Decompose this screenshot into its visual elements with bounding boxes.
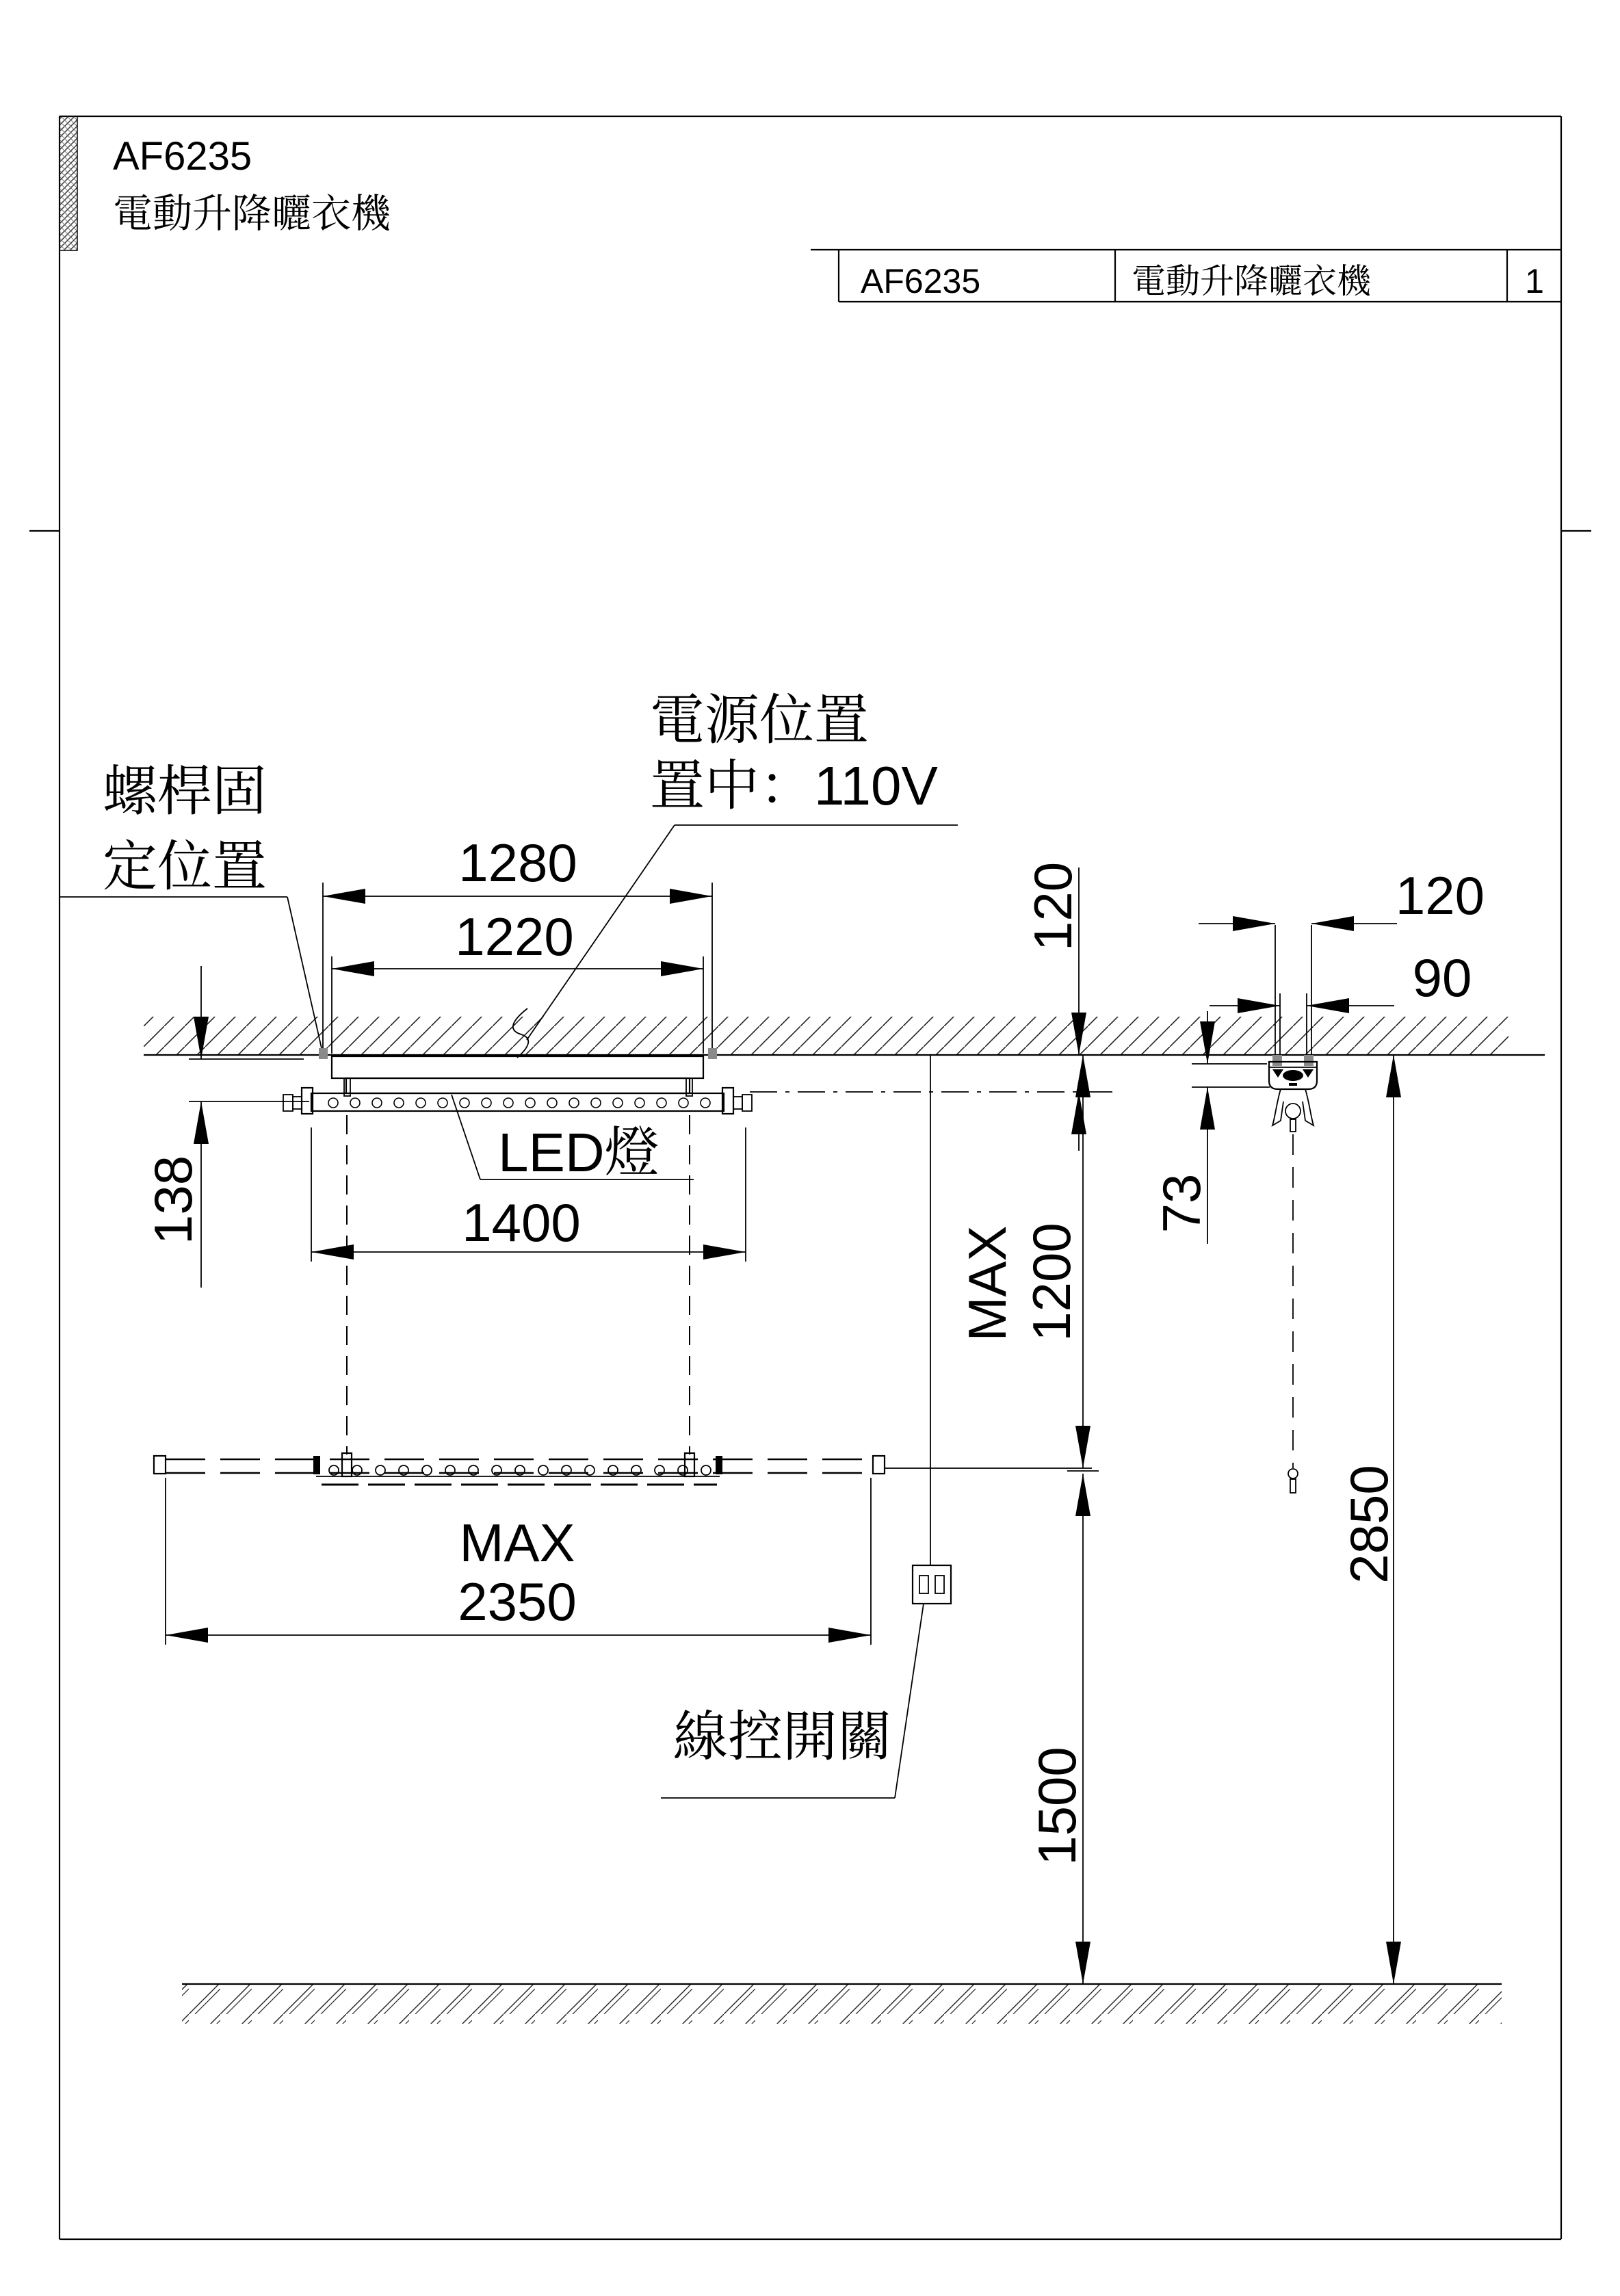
screw-anchor-right bbox=[708, 1048, 717, 1059]
mount-plate bbox=[332, 1056, 703, 1078]
dim-120-horizontal bbox=[1199, 865, 1485, 931]
screw-anchor-left bbox=[319, 1048, 328, 1059]
dim-138 bbox=[143, 966, 309, 1288]
hook-ring bbox=[1285, 1104, 1301, 1119]
dim-138-arrow-up bbox=[194, 1101, 209, 1144]
dim-1220-text: 1220 bbox=[455, 906, 574, 967]
screw-anchor-label-line1: 螺桿固 bbox=[103, 761, 267, 822]
bolt-left-shaft bbox=[293, 1097, 302, 1109]
dim-1400-arrow-right bbox=[703, 1244, 746, 1260]
dim-120v-arrow-up bbox=[1071, 1092, 1086, 1134]
hook-pin bbox=[1290, 1119, 1296, 1132]
dim-1500-text: 1500 bbox=[1027, 1747, 1087, 1866]
title-model: AF6235 bbox=[113, 134, 252, 179]
led-light-label: LED燈 bbox=[498, 1122, 659, 1183]
bolt-right-head bbox=[742, 1095, 752, 1111]
motor-detail-bar bbox=[1289, 1083, 1297, 1086]
switch-leader-diagonal bbox=[895, 1604, 924, 1798]
side-view-unit bbox=[1269, 925, 1317, 1493]
dim-2850-text: 2850 bbox=[1339, 1465, 1399, 1584]
callout-power-position bbox=[527, 690, 958, 1040]
dim-2850-arrow-up bbox=[1386, 1055, 1401, 1097]
dim-2350-text-value: 2350 bbox=[458, 1571, 577, 1632]
dim-1400-text: 1400 bbox=[462, 1192, 581, 1253]
bolt-right-shaft bbox=[733, 1097, 742, 1109]
dim-2850 bbox=[1339, 1055, 1401, 1984]
dim-1400-arrow-left bbox=[311, 1244, 354, 1260]
led-bar bbox=[311, 1093, 724, 1111]
pull-cord-ring bbox=[1288, 1469, 1298, 1478]
rack-clamp-right bbox=[716, 1456, 722, 1474]
motor-detail-triangle-right bbox=[1303, 1069, 1314, 1078]
switch-rocker-right bbox=[935, 1576, 944, 1593]
motor-detail-triangle-left bbox=[1272, 1069, 1283, 1078]
dim-1200-arrow-down bbox=[1075, 1426, 1090, 1468]
ceiling bbox=[144, 1017, 1545, 1055]
screw-anchor-label-line2: 定位置 bbox=[103, 836, 267, 897]
dim-1280-arrow-right bbox=[670, 889, 712, 904]
dim-120h-arrow-left bbox=[1233, 916, 1275, 931]
dim-120h-text: 120 bbox=[1395, 865, 1485, 926]
dim-1200-arrow-up bbox=[1075, 1055, 1090, 1097]
floor-hatch bbox=[182, 1985, 1502, 2024]
dim-73-text: 73 bbox=[1151, 1173, 1212, 1234]
dim-138-text: 138 bbox=[143, 1155, 203, 1245]
dim-90-arrow-right bbox=[1307, 998, 1349, 1013]
table-cell-model: AF6235 bbox=[861, 262, 981, 300]
dim-1500-arrow-up bbox=[1075, 1474, 1090, 1516]
dim-max-2350 bbox=[166, 1478, 871, 1645]
dim-1200-text-value: 1200 bbox=[1021, 1223, 1082, 1342]
rack-clamp-left bbox=[313, 1456, 320, 1474]
table-cell-page-number: 1 bbox=[1525, 262, 1544, 300]
dim-90-text: 90 bbox=[1412, 948, 1472, 1008]
rod-anchor-left bbox=[1272, 1055, 1282, 1066]
wired-switch-group bbox=[661, 1055, 951, 1798]
table-cell-product: 電動升降曬衣機 bbox=[1132, 262, 1371, 300]
pull-cord-handle bbox=[1290, 1479, 1296, 1493]
ceiling-hatch bbox=[144, 1017, 1508, 1055]
floor bbox=[182, 1984, 1502, 2024]
dim-1280-text: 1280 bbox=[458, 833, 577, 893]
dim-2350-arrow-left bbox=[166, 1628, 208, 1643]
header-table bbox=[811, 250, 1561, 302]
power-label-line1: 電源位置 bbox=[650, 690, 869, 751]
motor-detail-lens bbox=[1283, 1070, 1303, 1081]
dim-2350-text-max: MAX bbox=[459, 1513, 575, 1573]
corner-hatch-strip bbox=[60, 116, 77, 250]
dim-1500 bbox=[1027, 1474, 1090, 1984]
title-product-name: 電動升降曬衣機 bbox=[113, 192, 391, 236]
dim-1280-arrow-left bbox=[323, 889, 365, 904]
dim-90 bbox=[1210, 948, 1472, 1013]
dim-90-arrow-left bbox=[1238, 998, 1280, 1013]
rack-end-cap-right bbox=[873, 1456, 885, 1474]
callout-screw-anchor bbox=[60, 761, 322, 1048]
dim-2850-arrow-down bbox=[1386, 1942, 1401, 1984]
dim-120h-arrow-right bbox=[1311, 916, 1354, 931]
dim-73-arrow-up bbox=[1200, 1087, 1215, 1130]
dim-120v-text: 120 bbox=[1023, 861, 1083, 952]
rack-end-cap-left bbox=[154, 1456, 166, 1474]
page-frame bbox=[29, 116, 1591, 2239]
title-block bbox=[113, 134, 391, 236]
switch-rocker-left bbox=[919, 1576, 928, 1593]
dim-1500-arrow-down bbox=[1075, 1942, 1090, 1984]
bolt-left-head bbox=[283, 1095, 293, 1111]
rod-anchor-right bbox=[1304, 1055, 1314, 1066]
dim-1200-text-max: MAX bbox=[957, 1225, 1017, 1342]
switch-box bbox=[913, 1565, 951, 1604]
dim-1220-arrow-left bbox=[332, 961, 374, 976]
dim-1220-arrow-right bbox=[661, 961, 703, 976]
power-label-line2: 置中：110V bbox=[650, 755, 938, 816]
unit-body-tier bbox=[346, 1078, 690, 1093]
drying-rack-lowered bbox=[154, 1453, 1092, 1485]
dim-120-vertical bbox=[750, 862, 1115, 1151]
dim-2350-arrow-right bbox=[828, 1628, 871, 1643]
hook-legs bbox=[1272, 1089, 1314, 1125]
led-dots bbox=[328, 1098, 710, 1108]
wired-switch-label: 線控開關 bbox=[673, 1706, 892, 1767]
